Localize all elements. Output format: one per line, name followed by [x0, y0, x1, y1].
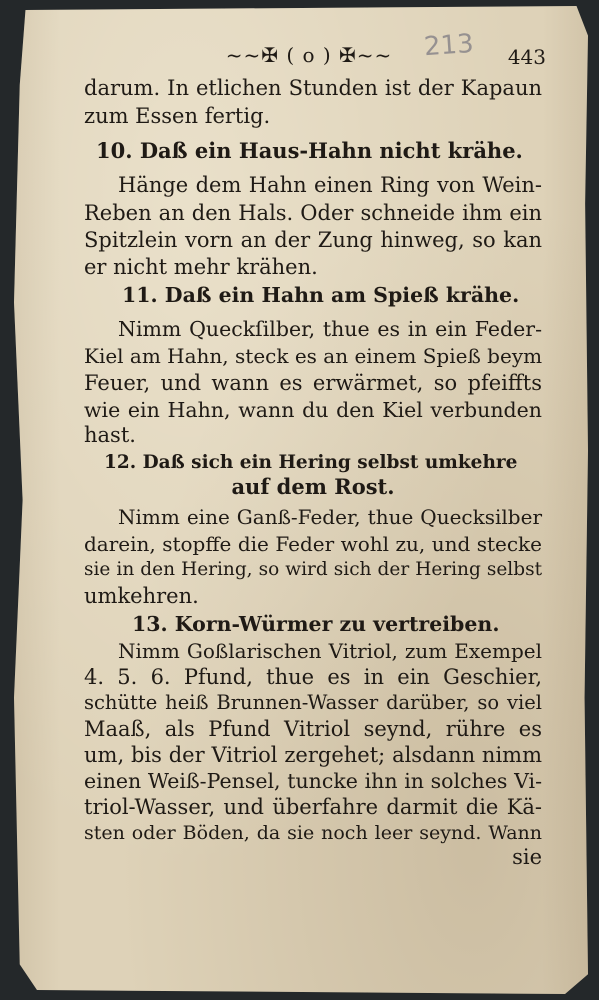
text-line: um, bis der Vitriol zergehet; alsdann nimm: [84, 743, 542, 767]
text-line: Feuer, und wann es erwärmet, so pfeiffts: [84, 371, 542, 395]
text-line: Reben an den Hals. Oder schneide ihm ein: [84, 201, 542, 225]
text-line: Hänge dem Hahn einen Ring von Wein-: [118, 173, 542, 197]
text-line: Nimm eine Ganß-Feder, thue Quecksilber: [118, 505, 542, 529]
text-line: 4. 5. 6. Pfund, thue es in ein Geschier,: [84, 665, 542, 689]
pencil-annotation: 213: [423, 28, 475, 63]
text-line: Nimm Queckſilber, thue es in ein Feder-: [118, 317, 542, 341]
text-line: wie ein Hahn, wann du den Kiel verbunden: [84, 398, 542, 422]
text-line: umkehren.: [84, 584, 199, 608]
text-line: Spitzlein vorn an der Zung hinweg, so kan: [84, 228, 542, 252]
page-number: 443: [507, 45, 546, 69]
section-heading: 12. Daß sich ein Hering selbst umkehre: [104, 452, 518, 473]
text-line: Maaß, als Pfund Vitriol seynd, rühre es: [84, 717, 542, 741]
text-line: Kiel am Hahn, steck es an einem Spieß beym: [84, 344, 543, 368]
section-heading: 11. Daß ein Hahn am Spieß krähe.: [122, 283, 520, 307]
catchword: sie: [512, 845, 542, 869]
text-line: hast.: [84, 423, 136, 447]
text-line: er nicht mehr krähen.: [84, 255, 318, 279]
section-heading: 10. Daß ein Haus-Hahn nicht krähe.: [96, 138, 523, 163]
text-line: zum Essen fertig.: [84, 104, 271, 128]
text-line: triol-Wasser, und überfahre darmit die Kä-: [84, 795, 542, 819]
text-line: darein, stopffe die Feder wohl zu, und stecke: [84, 532, 542, 556]
text-line: einen Weiß-Pensel, tuncke ihn in solches Vi-: [84, 769, 542, 793]
text-line: Nimm Goßlarischen Vitriol, zum Exempel: [118, 639, 542, 663]
header-ornament: ~~✠ ( o ) ✠~~: [225, 43, 393, 67]
section-heading: 13. Korn-Würmer zu vertreiben.: [132, 612, 500, 636]
section-heading: auf dem Rost.: [231, 474, 395, 499]
text-line: sten oder Böden, da sie noch leer seynd. Wann: [84, 822, 542, 844]
text-line: darum. In etlichen Stunden ist der Kapaun: [84, 76, 542, 100]
text-line: sie in den Hering, so wird sich der Hering selbst: [84, 559, 542, 580]
text-line: schütte heiß Brunnen-Wasser darüber, so viel: [84, 691, 542, 714]
